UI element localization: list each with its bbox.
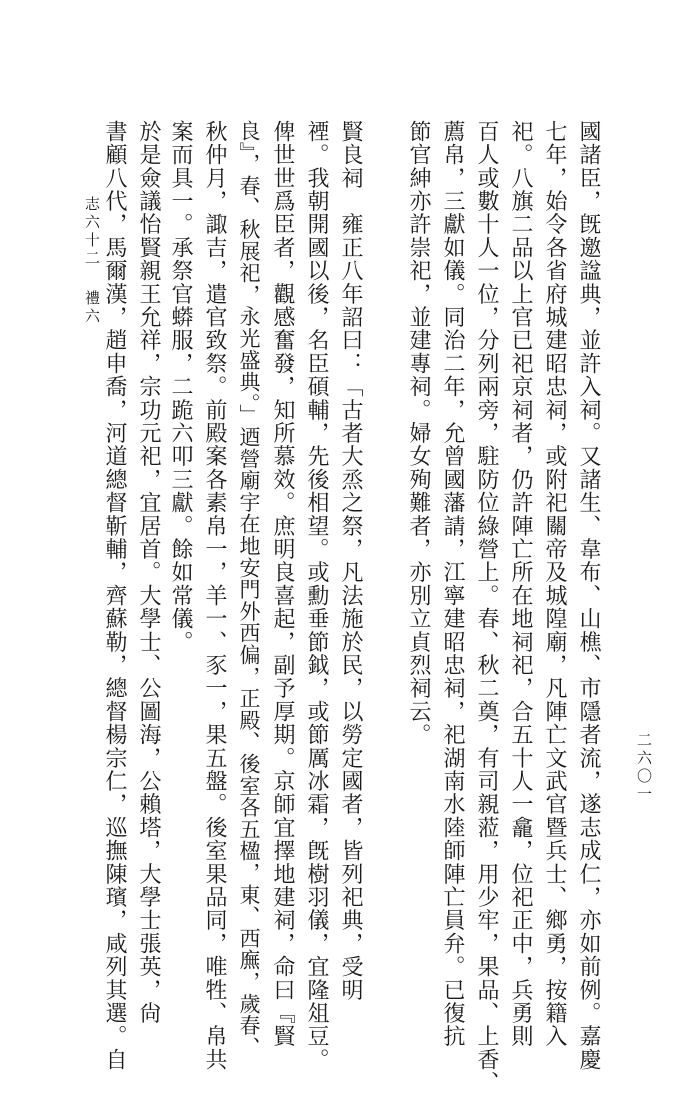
running-header-chapter: 禮六	[83, 290, 101, 326]
running-header-section: 志六十二	[83, 196, 101, 268]
text-column-1: 國諸臣，旣邀諡典，並許入祠。又諸生、韋布、山樵、市隱者流，遂志成仁，亦如前例。嘉慶	[576, 120, 601, 1072]
page-number: 二六〇一	[635, 732, 653, 804]
text-column-11: 秋仲月，諏吉，遣官致祭。前殿案各素帛一，羊一、豕一，果五盤。後室果品同，唯牲、帛共	[202, 120, 227, 1072]
text-column-3: 祀。八旗二品以上官已祀京祠者，仍許陣亡所在地祠祀，合五十人一龕，位祀正中，兵勇則	[508, 120, 533, 1048]
text-column-6: 節官紳亦許崇祀，並建專祠。婦女殉難者，亦別立貞烈祠云。	[406, 120, 431, 747]
text-column-12: 案而具一。承祭官蟒服，二跪六叩三獻。餘如常儀。	[168, 120, 193, 654]
text-column-10: 良』，春、秋展祀，永光盛典。」迺營廟宇在地安門外西偏，正殿、後室各五楹，東、西廡，歲春、	[237, 120, 261, 1059]
text-column-5: 薦帛，三獻如儀。同治二年，允曾國藩請，江寧建昭忠祠，祀湖南水陸師陣亡員弁。已復抗	[440, 120, 465, 1048]
text-column-7: 賢良祠 雍正八年詔曰：「古者大烝之祭，凡法施於民，以勞定國者，皆列祀典，受明	[338, 120, 363, 1002]
text-column-13: 於是僉議怡賢親王允祥，宗功元祀，宜居首。大學士、公圖海，公賴塔，大學士張英，尙	[136, 120, 161, 1025]
text-column-9: 俾世世爲臣者，觀感奮發，知所慕效。庶明良喜起，副予厚期。京師宜擇地建祠，命曰『賢	[270, 120, 295, 1048]
text-column-4: 百人或數十人一位，分列兩旁，駐防位綠營上。春、秋二奠，有司親蒞，用少牢，果品、上香、	[474, 120, 499, 1094]
text-column-14: 書顧八代，馬爾漢，趙申喬，河道總督靳輔，齊蘇勒，總督楊宗仁，巡撫陳璸，咸列其選。自	[102, 120, 127, 1072]
text-column-2: 七年，始令各省府城建昭忠祠，或附祀關帝及城隍廟，凡陣亡文武官暨兵士、鄉勇，按籍入	[542, 120, 567, 1048]
text-column-8: 禋。我朝開國以後，名臣碩輔，先後相望。或勳垂節鉞，或節厲冰霜，旣樹羽儀，宜隆俎豆。	[304, 120, 329, 1072]
